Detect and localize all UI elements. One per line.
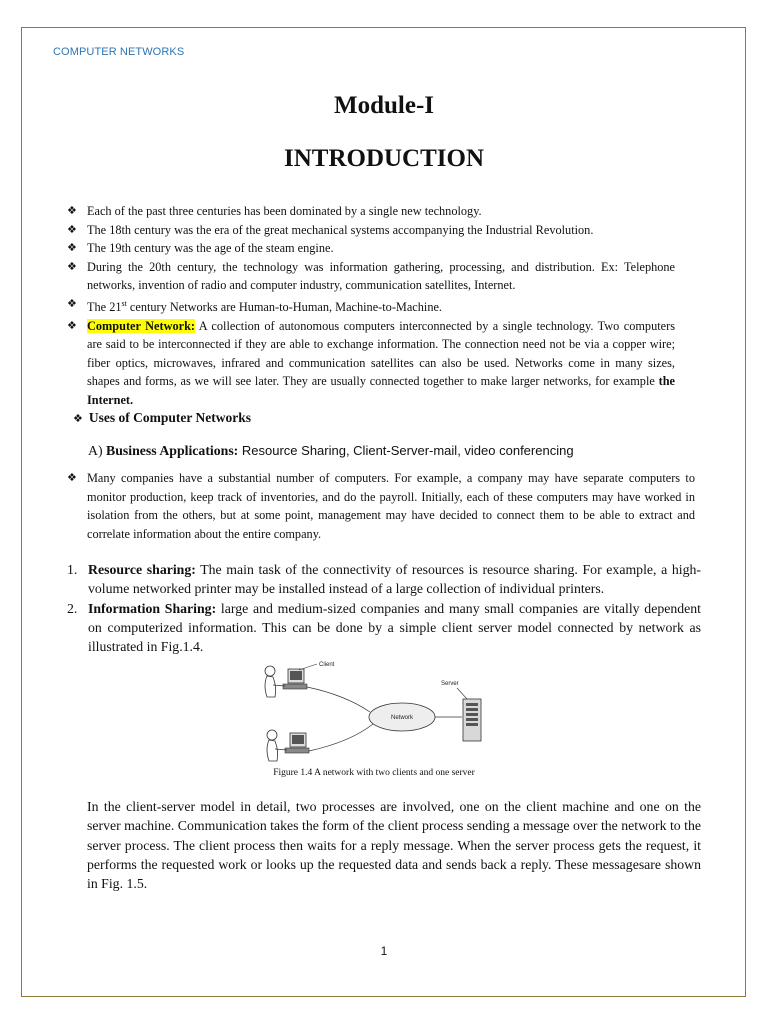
list-item: ❖ The 18th century was the era of the great mechanical systems accompanying the Industrial Revolution. <box>67 221 675 240</box>
chapter-title: INTRODUCTION <box>283 145 485 172</box>
network-figure <box>255 657 500 785</box>
computer-network-definition: ❖ Computer Network: A collection of autonomous computers interconnected by a single technology. Two computers are said to be interconnected if they are able to exchange information. The connection need not be via a copper wire; fiber optics, microwaves, infrared and communication satellites can also be used. Networks come in many sizes, shapes and forms, as we will see later. They are usually connected together to make larger networks, for example the Internet. <box>67 318 675 408</box>
list-item: ❖ The 21st century Networks are Human-to-Human, Machine-to-Machine. <box>67 296 443 315</box>
server-icon <box>463 699 481 741</box>
list-item: 2. Information Sharing: large and medium-sized companies and many small companies are vitally dependent on computerized information. This can be done by a simple client server model connected by network as illustrated in Fig.1.4. <box>67 600 701 655</box>
running-header: COMPUTER NETWORKS <box>53 46 185 58</box>
diamond-bullet-icon: ❖ <box>67 204 77 217</box>
intro-bullet-list <box>67 202 675 410</box>
list-item: ❖ The 19th century was the age of the steam engine. <box>67 239 675 258</box>
list-item: 1. Resource sharing: The main task of the connectivity of resources is resource sharing. For example, a high-volume networked printer may be installed instead of a large collection of individual printers. <box>67 562 701 597</box>
list-item: ❖ Each of the past three centuries has been dominated by a single new technology. <box>67 202 675 221</box>
diamond-bullet-icon: ❖ <box>67 259 77 273</box>
numbered-list <box>67 560 701 656</box>
page-number: 1 <box>380 944 388 958</box>
client-label: Client <box>319 662 335 668</box>
highlighted-term: Computer Network: <box>87 318 196 333</box>
diamond-bullet-icon: ❖ <box>73 412 83 425</box>
client-computer-icon <box>265 666 307 697</box>
figure-caption: Figure 1.4 A network with two clients and one server <box>273 768 475 778</box>
server-label: Server <box>441 681 459 687</box>
diamond-bullet-icon: ❖ <box>67 241 77 255</box>
uses-heading: ❖ Uses of Computer Networks <box>73 410 251 425</box>
companies-paragraph: ❖ Many companies have a substantial number of computers. For example, a company may have separate computers to monitor production, keep track of inventories, and do the payroll. Initially, each of these computers may have worked in isolation from the others, but at some point, management may have decided to connect them to be able to extract and correlate information about the entire company. <box>67 471 695 541</box>
client-computer-icon <box>267 730 309 761</box>
diamond-bullet-icon: ❖ <box>67 471 77 484</box>
diamond-bullet-icon: ❖ <box>67 318 77 332</box>
business-applications-line: A) Business Applications: Resource Sharing, Client-Server-mail, video conferencing <box>88 443 574 458</box>
network-label: Network <box>390 715 414 721</box>
module-title: Module-I <box>334 92 434 119</box>
diamond-bullet-icon: ❖ <box>67 296 77 310</box>
diamond-bullet-icon: ❖ <box>67 222 77 236</box>
client-server-paragraph: In the client-server model in detail, two processes are involved, one on the client machine and one on the server machine. Communication takes the form of the client process sending a message over the network to the server process. The client process then waits for a reply message. When the server process gets the request, it performs the requested work or looks up the requested data and sends back a reply. These messagesare shown in Fig. 1.5. <box>87 799 701 892</box>
list-item: ❖ During the 20th century, the technology was information gathering, processing, and distribution. Ex: Telephone networks, invention of radio and computer industry, communication satellites, Internet. <box>67 259 675 293</box>
